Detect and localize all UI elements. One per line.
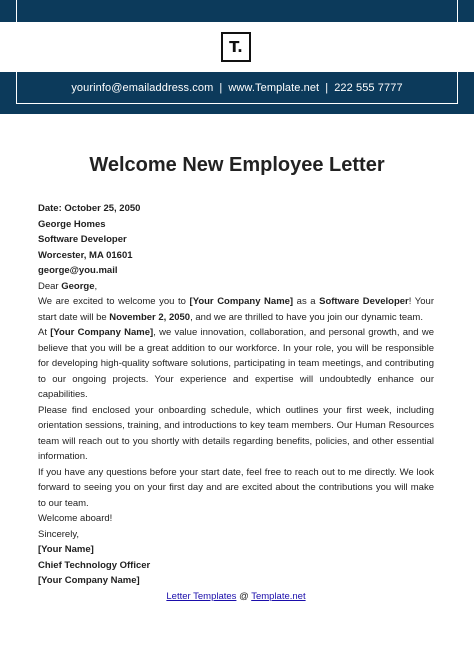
salutation xyxy=(38,279,434,295)
header-top-band xyxy=(0,0,474,22)
p1-text-a: We are excited to welcome you to xyxy=(38,296,190,307)
p1-text-c: ! Your start date will be xyxy=(38,296,434,323)
recipient-email: george@you.mail xyxy=(38,265,118,276)
header-contact-band xyxy=(0,72,474,114)
contact-website: www.Template.net xyxy=(228,81,320,94)
footer-links xyxy=(38,589,434,605)
p1-text-b: as a xyxy=(293,296,320,307)
salutation-suffix: , xyxy=(94,280,98,292)
closing-sincerely: Sincerely, xyxy=(38,528,80,540)
paragraph-values xyxy=(38,325,434,403)
footer-at: @ xyxy=(236,590,252,602)
paragraph-onboarding: Please find enclosed your onboarding schedule, which outlines your first week, including orientation sessions, training, and introductions to key team members. Our Human Resources team will reach out to you shortly with details regarding benefits, policies, and other essential information. xyxy=(38,404,434,462)
template-logo: T. xyxy=(221,32,251,62)
p1-role: Software Developer xyxy=(319,296,409,307)
signature-company: [Your Company Name] xyxy=(38,575,140,586)
page-title: Welcome New Employee Letter xyxy=(89,154,385,176)
recipient-title: Software Developer xyxy=(38,234,127,245)
contact-separator: | xyxy=(219,81,223,94)
signature-name: [Your Name] xyxy=(38,544,94,555)
p1-text-d: , and we are thrilled to have you join our dynamic team. xyxy=(190,311,423,323)
paragraph-questions: If you have any questions before your start date, feel free to reach out to me directly. We look forward to seeing you on your first day and are excited about the contributions you will make to our team. xyxy=(38,466,434,509)
contact-phone: 222 555 7777 xyxy=(334,81,403,94)
salutation-name: George xyxy=(61,280,95,292)
letter-templates-link[interactable]: Letter Templates xyxy=(166,590,237,602)
p1-start-date: November 2, 2050 xyxy=(109,311,191,323)
template-net-link[interactable]: Template.net xyxy=(251,590,306,602)
contact-email: yourinfo@emailaddress.com xyxy=(71,81,214,94)
letter-body xyxy=(38,201,434,604)
p2-company: [Your Company Name] xyxy=(50,327,154,338)
contact-separator: | xyxy=(325,81,329,94)
p2-text-a: At xyxy=(38,327,51,338)
recipient-city: Worcester, MA 01601 xyxy=(38,249,133,261)
header-top-frame xyxy=(16,0,458,22)
p2-text-b: , we value innovation, collaboration, and personal growth, and we believe that you will be a great addition to our workforce. In your role, you will be responsible for developing high-quality software solutions, participating in team meetings, and contributing to our ongoing projects. Your experience and expertise will undoubtedly enhance our capabilities. xyxy=(38,327,434,400)
contact-bar xyxy=(16,72,458,104)
letter-date: Date: October 25, 2050 xyxy=(38,203,141,214)
paragraph-welcome xyxy=(38,294,434,325)
signature-title: Chief Technology Officer xyxy=(38,559,151,571)
closing-welcome: Welcome aboard! xyxy=(38,513,113,524)
p1-company: [Your Company Name] xyxy=(189,296,294,307)
salutation-prefix: Dear xyxy=(38,280,62,292)
recipient-name: George Homes xyxy=(38,218,106,230)
